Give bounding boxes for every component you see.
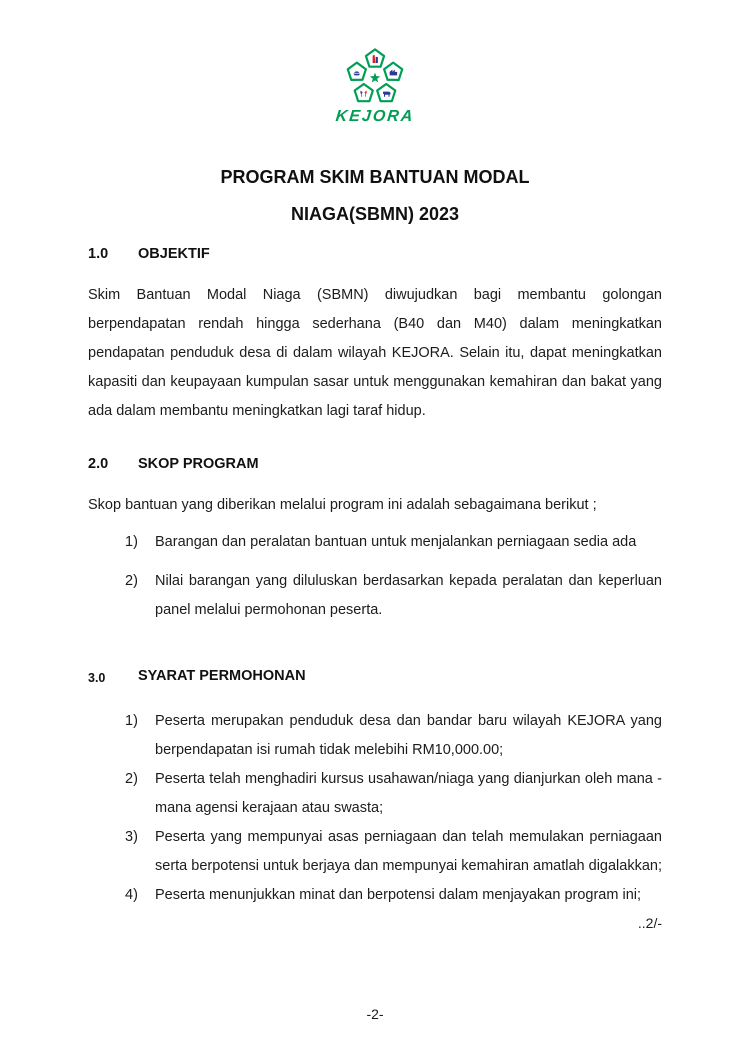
section-number: 1.0 bbox=[88, 246, 109, 262]
section-paragraph: Skim Bantuan Modal Niaga (SBMN) diwujudkan bagi membantu golongan berpendapatan rendah hingga sederhana (B40 dan M40) dalam meningkatkan pendapatan penduduk desa di dalam wilayah KEJORA. Selain itu, dapat meningkatkan kapasiti dan keupayaan kumpulan sasar untuk menggunakan kemahiran dan bakat yang ada dalam membantu meningkatkan lagi taraf hidup. bbox=[88, 287, 662, 419]
list-item-text: Nilai barangan yang diluluskan berdasarkan kepada peralatan dan keperluan panel melalui permohonan peserta. bbox=[155, 573, 662, 618]
section-title: OBJEKTIF bbox=[138, 246, 210, 262]
section-2.0 bbox=[88, 455, 662, 625]
list-item-marker: 1) bbox=[125, 534, 138, 550]
title-line-2: NIAGA(SBMN) 2023 bbox=[290, 204, 460, 224]
list-item-text: Peserta telah menghadiri kursus usahawan/niaga yang dianjurkan oleh mana - mana agensi kerajaan atau swasta; bbox=[155, 771, 662, 816]
section-heading bbox=[88, 455, 662, 473]
section-title: SKOP PROGRAM bbox=[138, 456, 259, 472]
list-item-marker: 4) bbox=[125, 887, 138, 903]
list-item-marker: 2) bbox=[125, 771, 138, 787]
section-title: SYARAT PERMOHONAN bbox=[138, 668, 306, 684]
list-item bbox=[88, 707, 662, 765]
section-number: 2.0 bbox=[88, 456, 109, 472]
list-item-text: Peserta merupakan penduduk desa dan bandar baru wilayah KEJORA yang berpendapatan isi rumah tidak melebihi RM10,000.00; bbox=[155, 713, 662, 758]
section-heading bbox=[88, 667, 662, 687]
list-item-text: Peserta menunjukkan minat dan berpotensi dalam menjayakan program ini; bbox=[155, 887, 642, 903]
list-item-text: Peserta yang mempunyai asas perniagaan dan telah memulakan perniagaan serta berpotensi untuk berjaya dan mempunyai kemahiran amatlah digalakkan; bbox=[155, 829, 662, 874]
page-number: -2- bbox=[366, 1006, 384, 1022]
title-line-1: PROGRAM SKIM BANTUAN MODAL bbox=[220, 167, 530, 187]
list-item bbox=[88, 823, 662, 881]
list-item bbox=[88, 881, 662, 910]
logo-wordmark: KEJORA bbox=[334, 108, 416, 125]
continuation-mark: ..2/- bbox=[637, 915, 662, 931]
kejora-logo bbox=[88, 0, 662, 126]
numbered-list bbox=[88, 528, 662, 625]
numbered-list bbox=[88, 707, 662, 910]
kejora-emblem-icon bbox=[88, 46, 662, 106]
list-item bbox=[88, 765, 662, 823]
document-sections bbox=[88, 245, 662, 910]
list-item-text: Barangan dan peralatan bantuan untuk menjalankan perniagaan sedia ada bbox=[155, 534, 637, 550]
section-heading bbox=[88, 245, 662, 263]
document-title bbox=[88, 159, 662, 233]
list-item-marker: 1) bbox=[125, 713, 138, 729]
list-item bbox=[88, 528, 662, 557]
section-1.0 bbox=[88, 245, 662, 426]
list-item bbox=[88, 567, 662, 625]
section-number: 3.0 bbox=[88, 671, 106, 685]
list-item-marker: 3) bbox=[125, 829, 138, 845]
list-item-marker: 2) bbox=[125, 573, 138, 589]
section-3.0 bbox=[88, 667, 662, 910]
section-paragraph: Skop bantuan yang diberikan melalui program ini adalah sebagaimana berikut ; bbox=[88, 497, 597, 513]
